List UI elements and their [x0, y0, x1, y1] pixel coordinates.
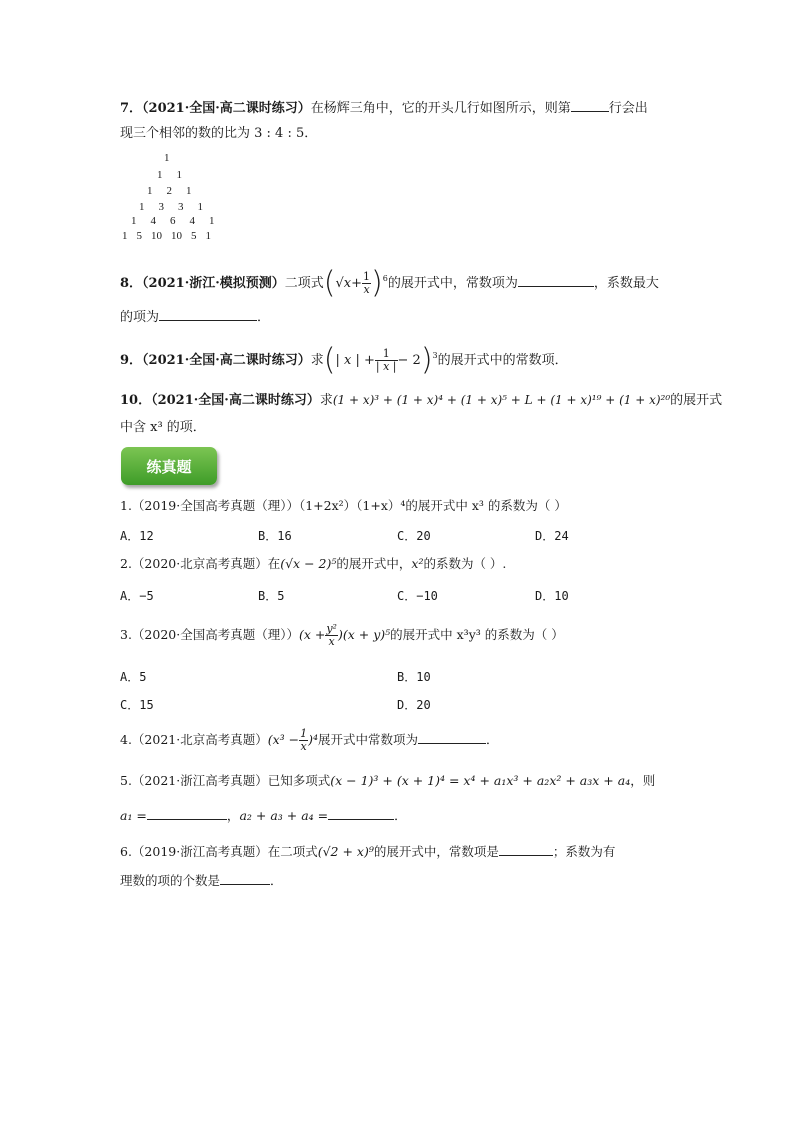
- problem-6: 6.（2019·浙江高考真题）在二项式(√2 + x)⁹的展开式中，常数项是 ；系数为有: [120, 841, 615, 861]
- problem-2: 2.（2020·北京高考真题）在(√x − 2)⁵的展开式中，x²的系数为（ ）.: [120, 556, 507, 571]
- question-8-line2: 的项为 ．: [120, 306, 270, 327]
- fraction: $\frac{1}{| x |}$: [375, 347, 397, 373]
- question-10: 10．（2021·全国·高二课时练习）求(1 + x)³ + (1 + x)⁴ + (1 + x)⁵ + L + (1 + x)¹⁹ + (1 + x)²⁰的展开式: [120, 393, 723, 408]
- question-8: 8．（2021·浙江·模拟预测）二项式(√x+ $\frac{1}{x}$ )$^6$的展开式中，常数项为 ，系数最大: [120, 265, 659, 301]
- problem-5-line2: a₁ = ，a₂ + a₃ + a₄ = ．: [120, 805, 407, 825]
- option-a[interactable]: A．12: [120, 529, 154, 543]
- answer-blank[interactable]: [418, 729, 486, 744]
- option-b[interactable]: B．5: [258, 589, 285, 603]
- triangle-row: 1: [164, 152, 170, 164]
- practice-real-exam-badge: 练真题: [121, 447, 217, 485]
- fraction: $\frac{1}{x}$: [363, 270, 371, 296]
- answer-blank[interactable]: [147, 805, 227, 820]
- option-b[interactable]: B．16: [258, 529, 292, 543]
- triangle-row: 1 4 6 4 1: [131, 215, 215, 227]
- fraction: $\frac{\text{y²}}{x}$: [326, 622, 337, 648]
- answer-blank[interactable]: [328, 805, 394, 820]
- option-d[interactable]: D．10: [535, 589, 569, 603]
- option-b[interactable]: B．10: [397, 670, 431, 684]
- option-d[interactable]: D．20: [397, 698, 431, 712]
- answer-blank[interactable]: [159, 306, 257, 321]
- triangle-row: 1 1: [157, 169, 182, 181]
- problem-1: 1.（2019·全国高考真题（理））（1+2x²）（1+x）⁴的展开式中 x³ 的系数为（ ）: [120, 498, 567, 513]
- question-7: 7．（2021·全国·高二课时练习）在杨辉三角中，它的开头几行如图所示，则第 行会出: [120, 97, 648, 118]
- answer-blank[interactable]: [499, 841, 553, 856]
- problem-5: 5.（2021·浙江高考真题）已知多项式(x − 1)³ + (x + 1)⁴ = x⁴ + a₁x³ + a₂x² + a₃x + a₄，则: [120, 773, 656, 788]
- problem-6-line2: 理数的项的个数是 ．: [120, 870, 283, 890]
- problem-4: 4.（2021·北京高考真题）(x³ − $\frac{1}{x}$ )⁴展开式中常数项为 ．: [120, 727, 499, 753]
- option-d[interactable]: D．24: [535, 529, 569, 543]
- problem-3: 3.（2020·全国高考真题（理））(x + $\frac{\text{y²}}{x}$ )(x + y)⁵的展开式中 x³y³ 的系数为（ ）: [120, 622, 564, 648]
- option-c[interactable]: C．−10: [397, 589, 438, 603]
- question-10-line2: 中含 x³ 的项．: [120, 420, 206, 435]
- triangle-row: 1 2 1: [147, 185, 192, 197]
- answer-blank[interactable]: [518, 272, 594, 287]
- option-c[interactable]: C．15: [120, 698, 154, 712]
- option-a[interactable]: A．−5: [120, 589, 154, 603]
- option-c[interactable]: C．20: [397, 529, 431, 543]
- question-7-line2: 现三个相邻的数的比为 3 : 4 : 5．: [120, 126, 318, 141]
- fraction: $\frac{1}{x}$: [300, 727, 308, 753]
- answer-blank[interactable]: [220, 870, 270, 885]
- answer-blank[interactable]: [571, 97, 609, 112]
- triangle-row: 1 3 3 1: [139, 201, 203, 213]
- triangle-row: 1 5 10 10 5 1: [122, 230, 211, 242]
- question-9: 9．（2021·全国·高二课时练习）求(| x | + $\frac{1}{| x |}$ − 2)$^3$的展开式中的常数项．: [120, 342, 568, 378]
- option-a[interactable]: A．5: [120, 670, 147, 684]
